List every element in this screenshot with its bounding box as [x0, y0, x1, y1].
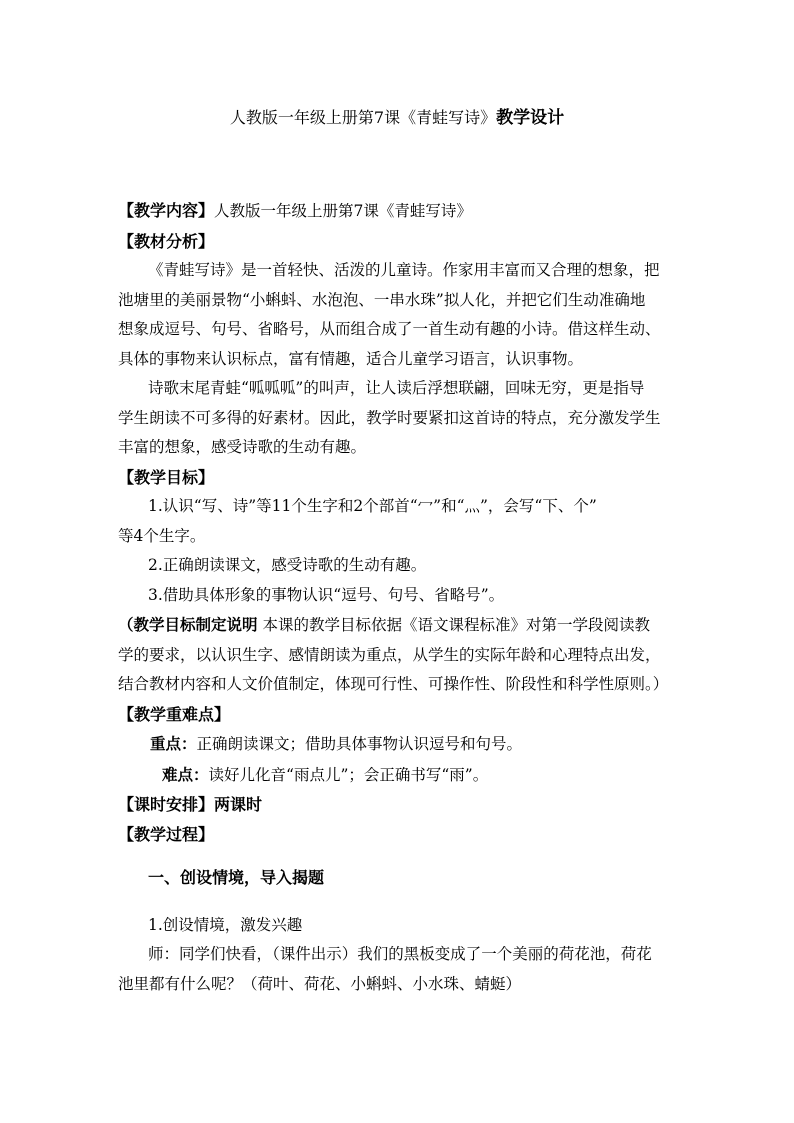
- goal-item: 2.正确朗读课文，感受诗歌的生动有趣。: [148, 556, 427, 574]
- schedule-text: 两课时: [214, 795, 263, 814]
- teaching-content-line: [118, 196, 678, 227]
- key-point-line: [118, 729, 678, 760]
- schedule-line: [118, 790, 678, 820]
- key-point-text: 正确朗读课文；借助具体事物认识逗号和句号。: [196, 735, 523, 753]
- goals-note-line: 结合教材内容和人文价值制定，体现可行性、可操作性、阶段性和科学性原则。）: [118, 675, 669, 693]
- teaching-content-text: 人教版一年级上册第7课《青蛙写诗》: [214, 202, 472, 220]
- goals-note-text: 本课的教学目标依据《语文课程标准》对第一学段阅读教: [262, 616, 650, 634]
- process-step-title: 1.创设情境，激发兴趣: [148, 915, 303, 934]
- key-point-label: 重点：: [150, 734, 197, 753]
- process-paragraph-line: 池里都有什么呢？（荷叶、荷花、小蝌蚪、小水珠、蜻蜓）: [118, 974, 522, 993]
- paragraph-line: 池塘里的美丽景物“小蝌蚪、水泡泡、一串水珠”拟人化，并把它们生动准确地: [118, 290, 646, 309]
- document-title-suffix: 教学设计: [496, 108, 565, 128]
- schedule-heading: 【课时安排】: [118, 795, 215, 814]
- paragraph-line: 具体的事物来认识标点，富有情趣，适合儿童学习语言，认识事物。: [118, 349, 584, 368]
- paragraph-line: 想象成逗号、句号、省略号，从而组合成了一首生动有趣的小诗。借这样生动、: [118, 320, 661, 338]
- paragraph-line: 丰富的想象，感受诗歌的生动有趣。: [118, 438, 367, 456]
- process-section-title: 一、创设情境，导入揭题: [148, 868, 325, 887]
- process-heading: 【教学过程】: [118, 824, 215, 844]
- goals-note-line: [118, 610, 678, 641]
- hard-point-text: 读好儿化音“雨点儿”；会正确书写“雨”。: [208, 765, 489, 784]
- material-analysis-heading: 【教材分析】: [118, 231, 215, 251]
- teaching-goals-heading: 【教学目标】: [118, 467, 215, 487]
- paragraph-line: 诗歌末尾青蛙“呱呱呱”的叫声，让人读后浮想联翩，回味无穷，更是指导: [148, 379, 645, 397]
- paragraph-line: 学生朗读不可多得的好素材。因此，教学时要紧扣这首诗的特点，充分激发学生: [118, 408, 661, 427]
- goal-item-continued: 等4个生字。: [118, 526, 206, 545]
- goal-item: 3.借助具体形象的事物认识“逗号、句号、省略号”。: [148, 585, 505, 604]
- goals-note-line: 学的要求，以认识生字、感情朗读为重点，从学生的实际年龄和心理特点出发，: [118, 645, 661, 664]
- process-paragraph-line: 师：同学们快看，（课件出示）我们的黑板变成了一个美丽的荷花池，荷花: [148, 945, 652, 963]
- hard-point-line: [118, 760, 678, 791]
- goal-item: 1.认识“写、诗”等11个生字和2个部首“冖”和“灬”，会写“下、个”: [148, 497, 597, 515]
- goals-note-label: （教学目标制定说明: [118, 615, 258, 634]
- key-points-heading: 【教学重难点】: [118, 704, 231, 724]
- document-title-prefix: 人教版一年级上册第7课《青蛙写诗》: [229, 108, 497, 127]
- teaching-content-heading: 【教学内容】: [118, 201, 215, 220]
- hard-point-label: 难点：: [162, 764, 209, 784]
- paragraph-line: 《青蛙写诗》是一首轻快、活泼的儿童诗。作家用丰富而又合理的想象，把: [148, 261, 660, 279]
- document-body: [118, 196, 678, 999]
- document-title: [0, 104, 794, 132]
